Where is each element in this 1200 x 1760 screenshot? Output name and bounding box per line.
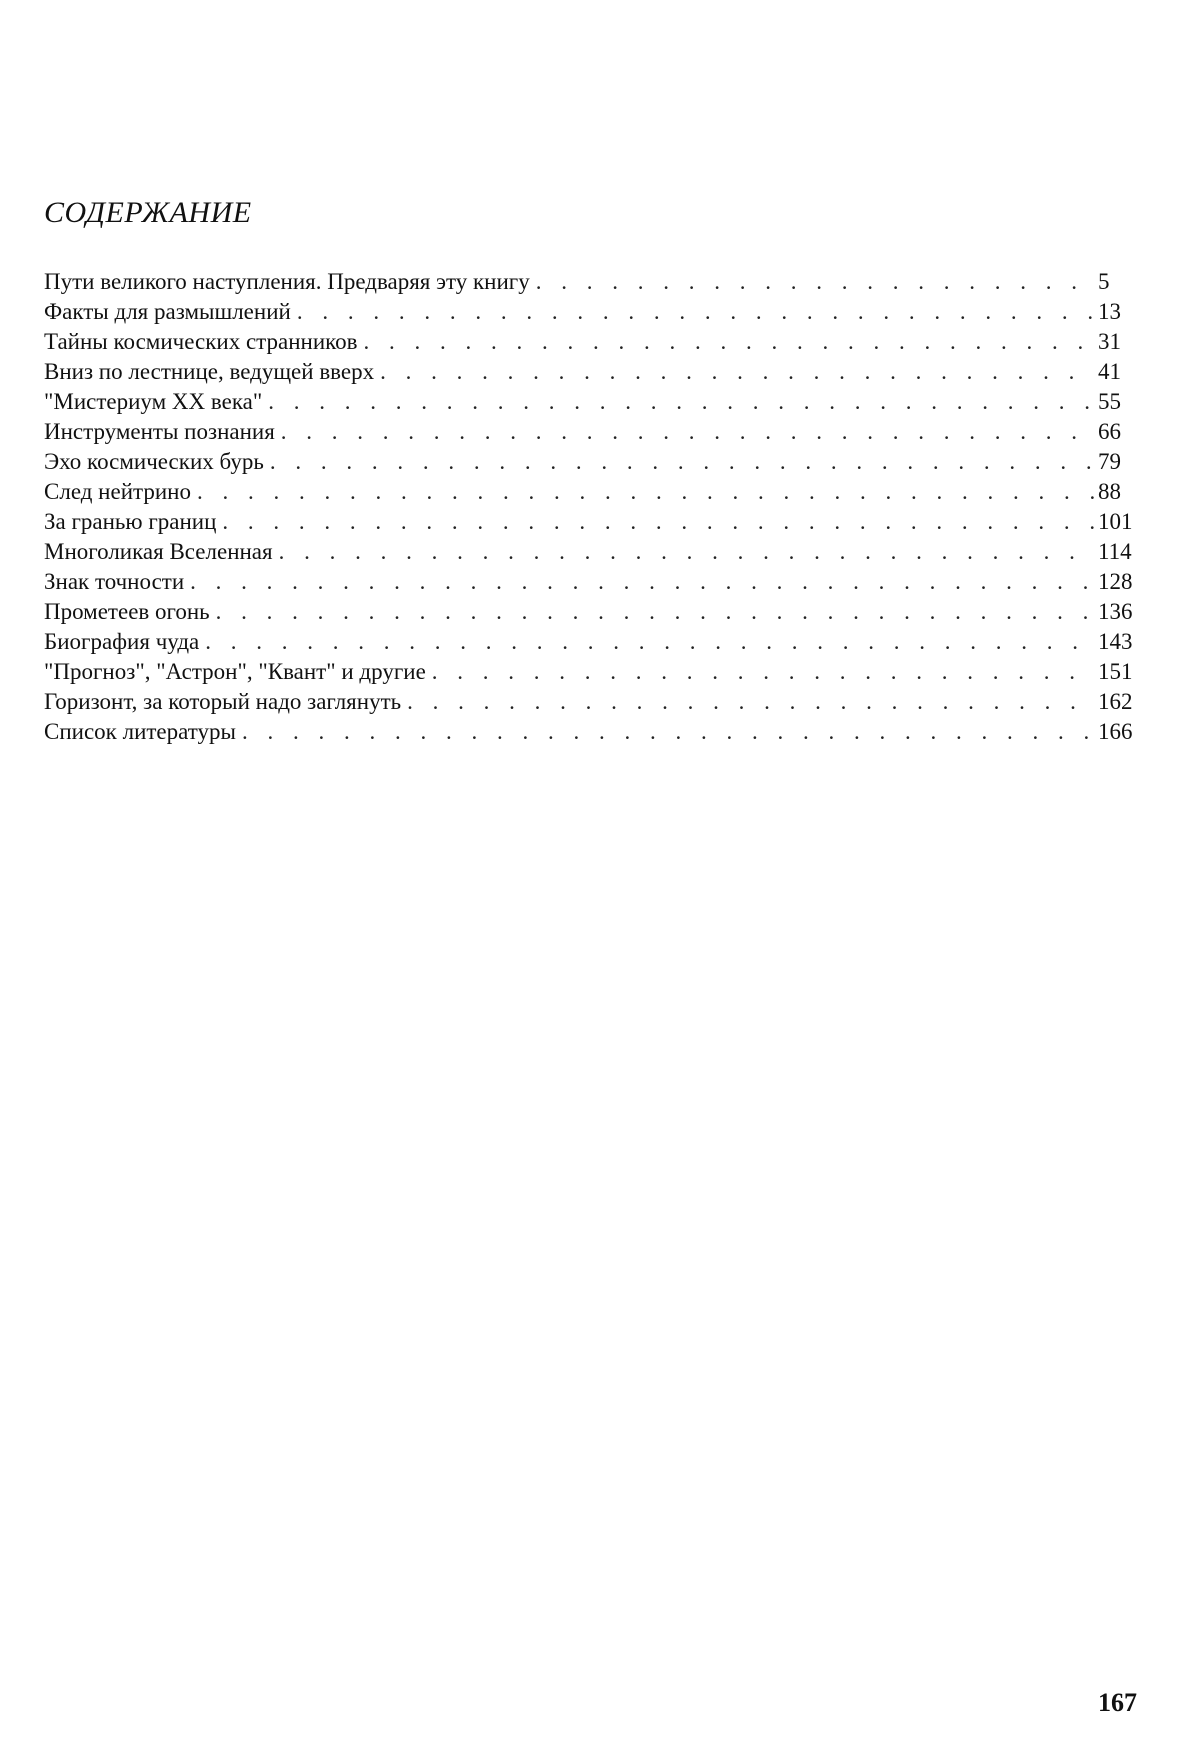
toc-list <box>44 267 1150 747</box>
toc-entry-page: 128 <box>1098 569 1133 594</box>
toc-entry-title: Пути великого наступления. Предваряя эту книгу <box>44 269 530 294</box>
toc-entry-page: 88 <box>1098 479 1121 504</box>
toc-dot-leader <box>222 507 1094 537</box>
toc-entry-title: Вниз по лестнице, ведущей вверх <box>44 359 375 384</box>
toc-entry <box>44 417 1150 447</box>
toc-dot-leader <box>432 657 1094 687</box>
toc-entry <box>44 717 1150 747</box>
toc-entry-title: Знак точности <box>44 569 185 594</box>
page-number: 167 <box>1098 1688 1137 1717</box>
toc-dot-leader <box>279 537 1094 567</box>
toc-entry-page: 114 <box>1098 539 1132 564</box>
toc-entry-page: 55 <box>1098 389 1121 414</box>
toc-dot-leader <box>216 597 1094 627</box>
toc-entry-title: Тайны космических странников <box>44 329 358 354</box>
toc-entry <box>44 537 1150 567</box>
toc-entry-page: 166 <box>1098 719 1133 744</box>
toc-dot-leader <box>407 687 1094 717</box>
toc-entry-page: 5 <box>1098 269 1110 294</box>
toc-entry-page: 151 <box>1098 659 1133 684</box>
toc-entry <box>44 627 1150 657</box>
toc-entry <box>44 597 1150 627</box>
toc-entry-page: 31 <box>1098 329 1121 354</box>
toc-entry-title: "Прогноз", "Астрон", "Квант" и другие <box>44 659 426 684</box>
toc-heading: СОДЕРЖАНИЕ <box>44 196 252 229</box>
toc-entry-title: Горизонт, за который надо заглянуть <box>44 689 402 714</box>
toc-entry <box>44 267 1150 297</box>
toc-dot-leader <box>281 417 1094 447</box>
toc-entry-title: Многоликая Вселенная <box>44 539 273 564</box>
toc-entry-title: Эхо космических бурь <box>44 449 264 474</box>
toc-entry-title: "Мистериум XX века" <box>44 389 263 414</box>
toc-entry-page: 143 <box>1098 629 1133 654</box>
toc-entry-page: 79 <box>1098 449 1121 474</box>
toc-entry-page: 13 <box>1098 299 1121 324</box>
toc-entry <box>44 687 1150 717</box>
toc-dot-leader <box>197 477 1094 507</box>
toc-entry-page: 162 <box>1098 689 1133 714</box>
toc-dot-leader <box>242 717 1094 747</box>
toc-entry <box>44 567 1150 597</box>
toc-entry <box>44 477 1150 507</box>
toc-entry-title: За гранью границ <box>44 509 217 534</box>
toc-dot-leader <box>270 447 1094 477</box>
toc-entry-title: Факты для размышлений <box>44 299 291 324</box>
toc-entry <box>44 447 1150 477</box>
toc-dot-leader <box>380 357 1094 387</box>
toc-dot-leader <box>364 327 1095 357</box>
toc-entry <box>44 297 1150 327</box>
toc-entry <box>44 327 1150 357</box>
toc-entry <box>44 357 1150 387</box>
toc-dot-leader <box>268 387 1094 417</box>
toc-entry <box>44 657 1150 687</box>
toc-entry-title: Биография чуда <box>44 629 200 654</box>
toc-entry <box>44 387 1150 417</box>
toc-entry-title: Инструменты познания <box>44 419 275 444</box>
toc-entry-page: 41 <box>1098 359 1121 384</box>
toc-entry-title: След нейтрино <box>44 479 191 504</box>
toc-entry-title: Список литературы <box>44 719 236 744</box>
toc-entry-title: Прометеев огонь <box>44 599 210 624</box>
toc-dot-leader <box>297 297 1094 327</box>
toc-entry <box>44 507 1150 537</box>
toc-dot-leader <box>205 627 1094 657</box>
toc-entry-page: 66 <box>1098 419 1121 444</box>
toc-entry-page: 101 <box>1098 509 1133 534</box>
toc-dot-leader <box>536 267 1094 297</box>
toc-dot-leader <box>190 567 1094 597</box>
toc-entry-page: 136 <box>1098 599 1133 624</box>
